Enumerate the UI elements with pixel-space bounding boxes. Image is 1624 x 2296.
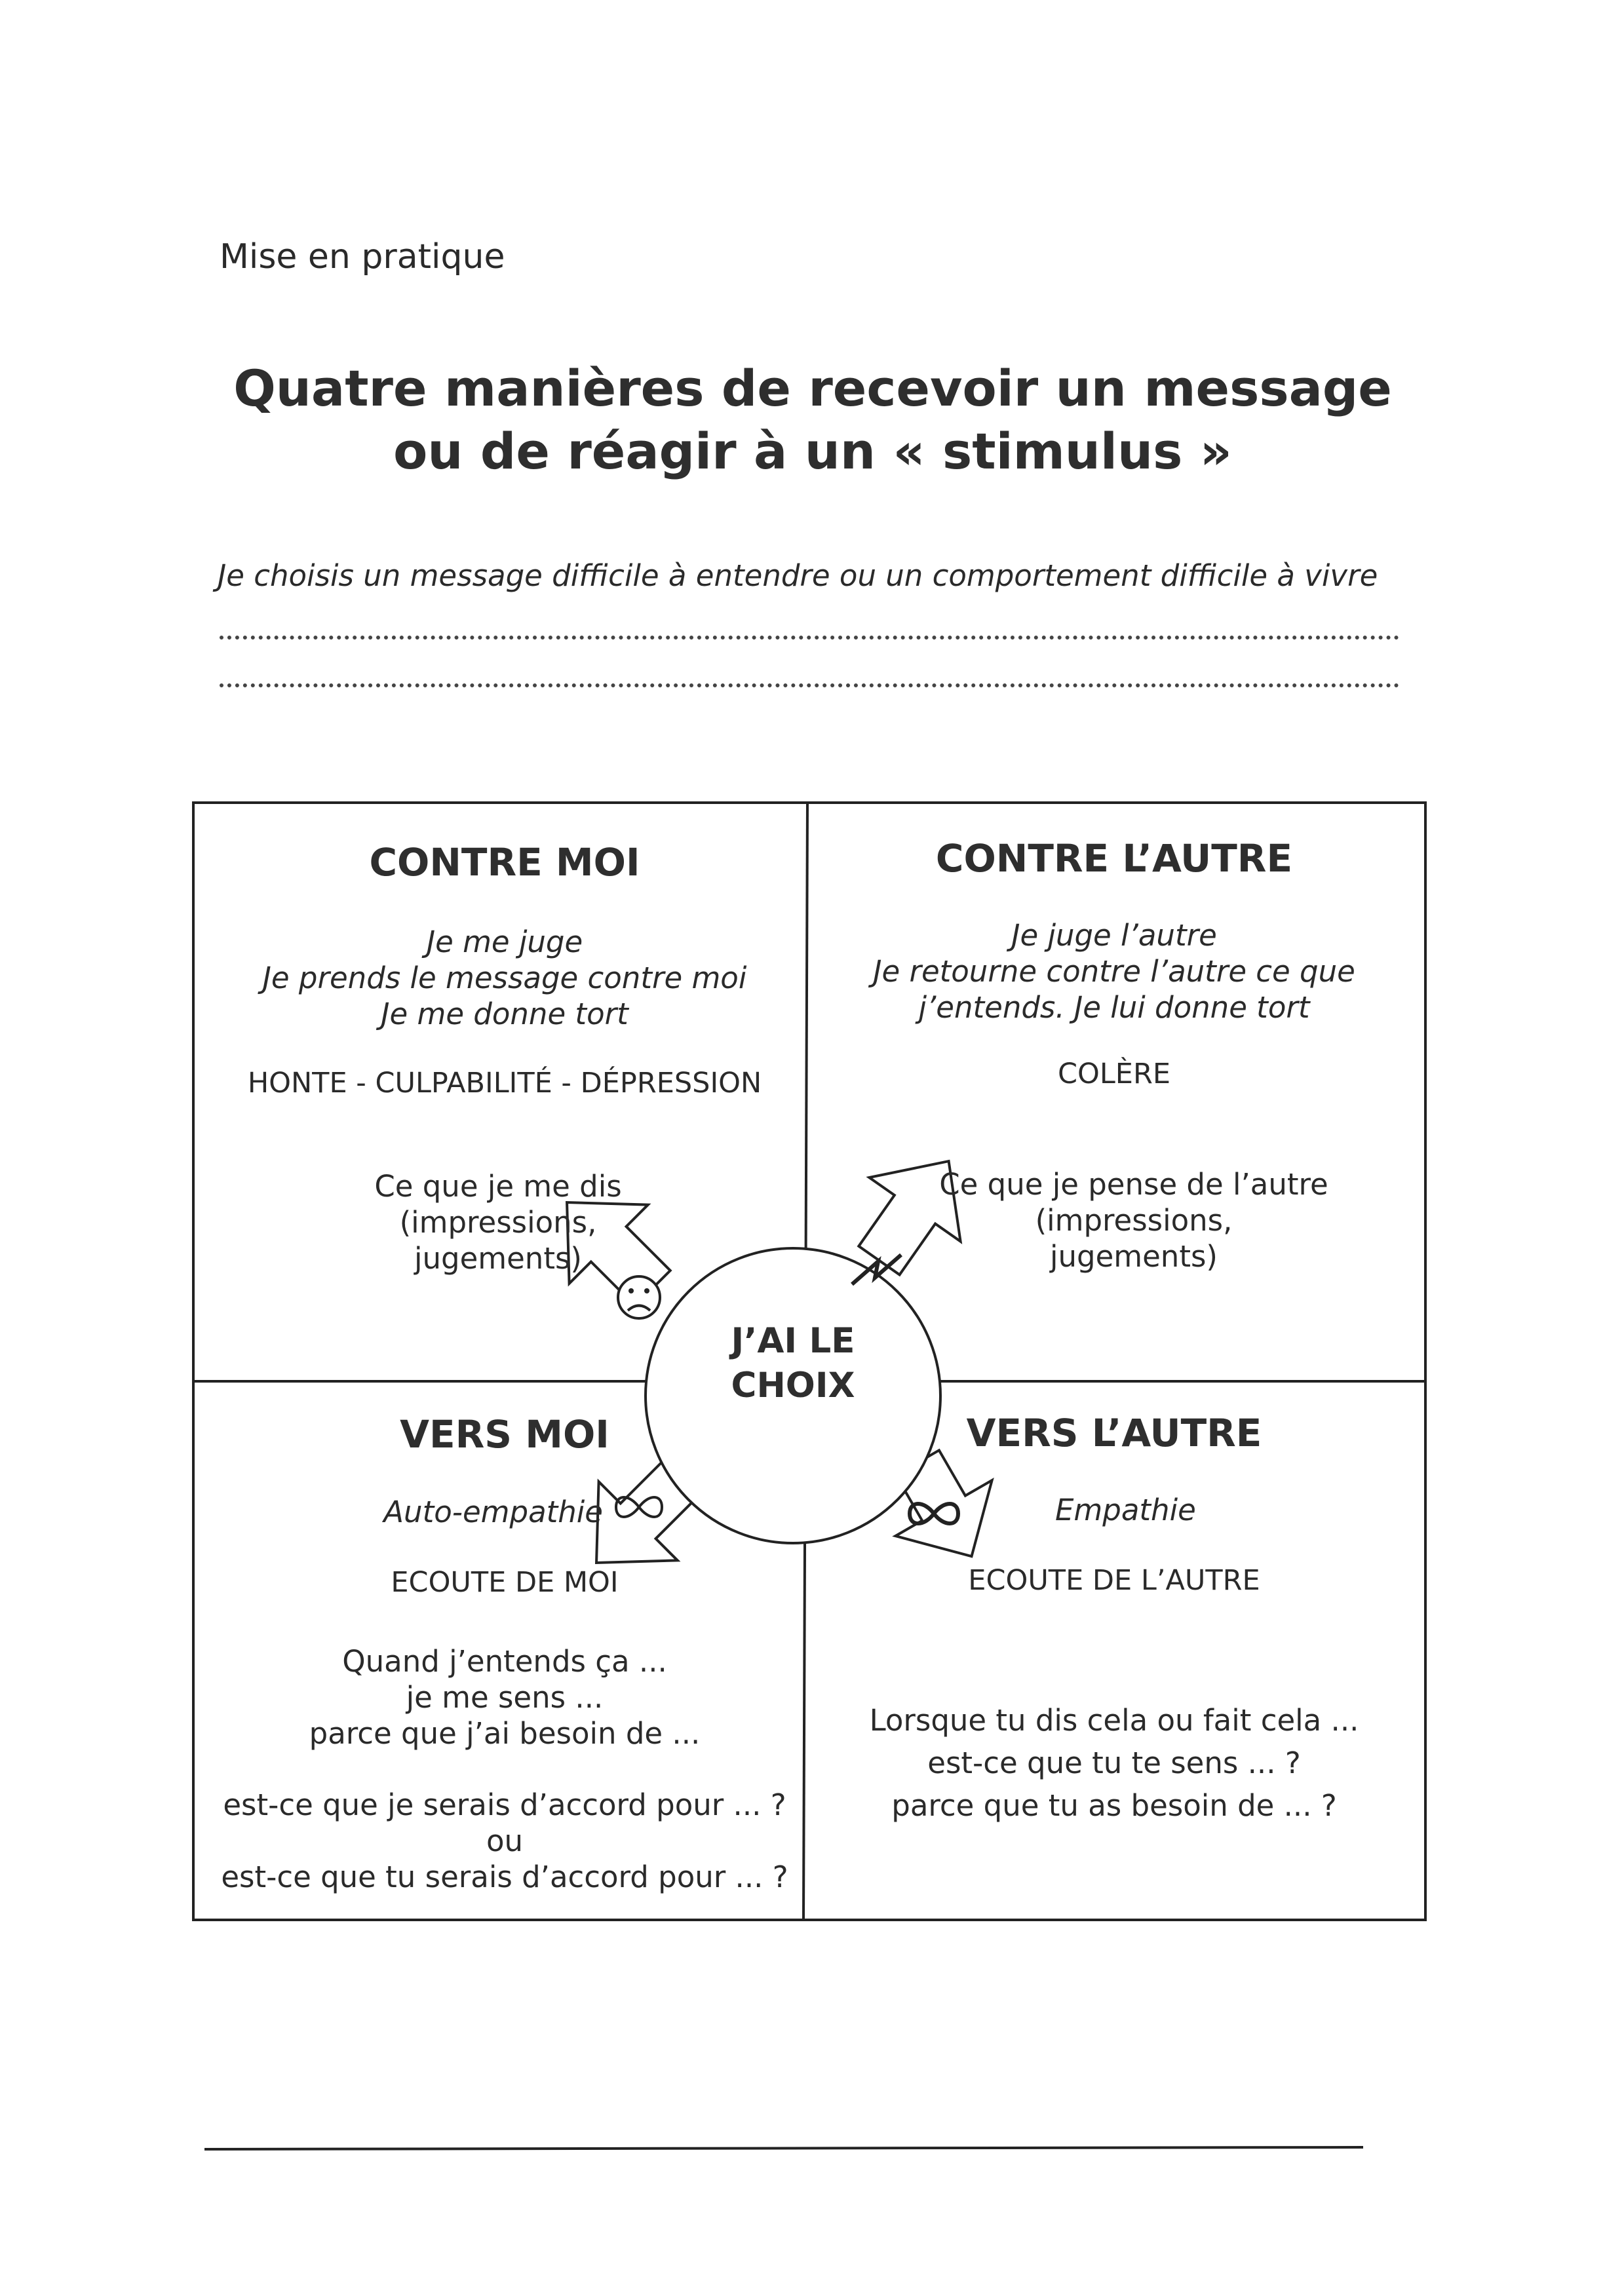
- vers-moi-phrases: [210, 1643, 800, 1751]
- quadrant-title-vers-moi: VERS MOI: [400, 1412, 609, 1457]
- contre-moi-statements: [210, 924, 800, 1032]
- vers-autre-listening: ECOUTE DE L’AUTRE: [968, 1564, 1260, 1597]
- vers-autre-phrases: [819, 1699, 1409, 1827]
- contre-autre-emotions: COLÈRE: [1057, 1058, 1171, 1090]
- phrase-line: parce que j’ai besoin de ...: [309, 1716, 701, 1751]
- statement-line: Je me donne tort: [381, 997, 628, 1031]
- thought-line: Ce que je me dis: [374, 1169, 622, 1204]
- statement-line: Je juge l’autre: [1011, 918, 1217, 953]
- title-line-1: Quatre manières de recevoir un message: [233, 359, 1392, 417]
- quadrant-title-contre-moi: CONTRE MOI: [369, 840, 640, 885]
- bottom-rule: [204, 2147, 1363, 2149]
- vers-autre-subtitle: Empathie: [1055, 1493, 1196, 1527]
- vers-moi-requests: [210, 1787, 800, 1895]
- phrase-line: je me sens ...: [406, 1680, 604, 1715]
- request-line: est-ce que je serais d’accord pour ... ?: [223, 1788, 786, 1822]
- section-label: Mise en pratique: [220, 237, 505, 277]
- title-line-2: ou de réagir à un « stimulus »: [393, 422, 1232, 480]
- instruction-text: Je choisis un message difficile à entendre ou un comportement difficile à vivre: [218, 558, 1378, 593]
- choice-line-1: J’AI LE: [731, 1321, 855, 1361]
- request-line: est-ce que tu serais d’accord pour ... ?: [221, 1860, 788, 1894]
- contre-autre-statements: [819, 917, 1409, 1025]
- frown-face-icon: [618, 1276, 660, 1318]
- phrase-line: parce que tu as besoin de ... ?: [891, 1788, 1337, 1823]
- contre-moi-emotions: HONTE - CULPABILITÉ - DÉPRESSION: [247, 1067, 762, 1100]
- thought-line: jugements): [1050, 1239, 1218, 1274]
- phrase-line: Quand j’entends ça ...: [342, 1644, 667, 1679]
- vers-moi-subtitle: Auto-empathie: [383, 1495, 603, 1529]
- thought-line: Ce que je pense de l’autre: [939, 1167, 1328, 1202]
- contre-moi-thoughts: [301, 1168, 695, 1276]
- choice-label: [695, 1319, 891, 1408]
- thought-line: (impressions,: [1035, 1203, 1233, 1238]
- thought-line: jugements): [414, 1241, 582, 1276]
- quadrant-title-contre-autre: CONTRE L’AUTRE: [935, 836, 1293, 881]
- statement-line: Je retourne contre l’autre ce que: [873, 954, 1355, 989]
- request-line: ou: [486, 1824, 524, 1858]
- statement-line: Je me juge: [426, 925, 583, 959]
- contre-autre-thoughts: [904, 1166, 1363, 1274]
- statement-line: Je prends le message contre moi: [262, 961, 747, 995]
- phrase-line: est-ce que tu te sens ... ?: [927, 1746, 1301, 1780]
- quadrant-title-vers-autre: VERS L’AUTRE: [966, 1411, 1262, 1455]
- choice-line-2: CHOIX: [731, 1366, 855, 1406]
- phrase-line: Lorsque tu dis cela ou fait cela ...: [869, 1703, 1359, 1738]
- vers-moi-listening: ECOUTE DE MOI: [391, 1566, 619, 1599]
- statement-line: j’entends. Je lui donne tort: [918, 990, 1310, 1025]
- thought-line: (impressions,: [399, 1205, 597, 1240]
